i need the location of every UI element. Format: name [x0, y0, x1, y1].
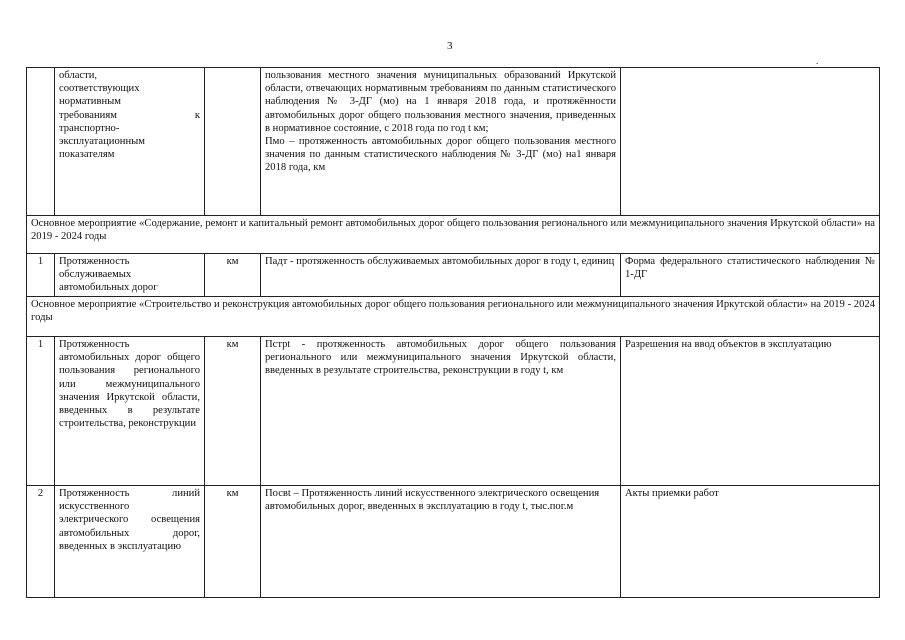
name-line: области, — [59, 70, 98, 81]
cell-indicator-name: Протяженность обслуживаемых автомобильных дорог — [55, 254, 205, 297]
table-row — [27, 254, 880, 297]
cell-num: 1 — [27, 337, 55, 486]
cell-num: 2 — [27, 486, 55, 598]
section-heading-row — [27, 297, 880, 337]
cell-formula: Пстрt - протяженность автомобильных дорог общего пользования регионального или межмуниципального значения Иркутской области, введенных в результате строительства, реконструкции в году t, км — [261, 337, 621, 486]
name-line: требованиям к — [59, 109, 200, 121]
cell-formula: Падт - протяженность обслуживаемых автомобильных дорог в году t, единиц — [261, 254, 621, 297]
name-line: эксплуатационным — [59, 136, 145, 148]
table-row — [27, 486, 880, 598]
cell-indicator-name: Протяженность линий искусственного электрического освещения автомобильных дорог, введенных в эксплуатацию — [55, 486, 205, 598]
cell-num — [27, 68, 55, 216]
table-row-continuation — [27, 68, 880, 216]
cell-source: Форма федерального статистического наблюдения № 1-ДГ — [621, 254, 880, 297]
section-heading-row — [27, 216, 880, 254]
corner-mark: . — [816, 56, 819, 66]
name-line: нормативным — [59, 96, 121, 108]
name-line: соответствующих — [59, 83, 140, 95]
page-number: 3 — [447, 40, 453, 52]
section-heading: Основное мероприятие «Содержание, ремонт и капитальный ремонт автомобильных дорог общего пользования регионального или межмуниципального значения Иркутской области» на 2019 - 2024 годы — [27, 216, 880, 254]
cell-indicator-name: Протяженность автомобильных дорог общего пользования регионального или межмуниципального значения Иркутской области, введенных в результате строительства, реконструкции — [55, 337, 205, 486]
cell-indicator-name — [55, 68, 205, 216]
formula-text-2: Пмо – протяженность автомобильных дорог общего пользования местного значения по данным статистического наблюдения № 3-ДГ (мо) на1 января 2018 года, км — [265, 136, 616, 174]
cell-unit: км — [205, 254, 261, 297]
cell-source: Акты приемки работ — [621, 486, 880, 598]
cell-source: Разрешения на ввод объектов в эксплуатацию — [621, 337, 880, 486]
name-line: показателям — [59, 149, 115, 161]
formula-text: пользования местного значения муниципальных образований Иркутской области, отвечающих нормативным требованиям по данным статистического наблюдения № 3-ДГ (мо) на 1 января 2018 года, и протяжённости автомобильных дорог общего пользования местного значения, приведенных в нормативное состояние, с 2018 года по год t км; — [265, 70, 616, 134]
cell-unit: км — [205, 337, 261, 486]
cell-num: 1 — [27, 254, 55, 297]
cell-source — [621, 68, 880, 216]
section-heading: Основное мероприятие «Строительство и реконструкция автомобильных дорог общего пользования регионального или межмуниципального значения Иркутской области» на 2019 - 2024 годы — [27, 297, 880, 337]
cell-formula: Посвt – Протяженность линий искусственного электрического освещения автомобильных дорог, введенных в эксплуатацию в году t, тыс.пог.м — [261, 486, 621, 598]
cell-formula — [261, 68, 621, 216]
indicators-table — [26, 67, 880, 598]
name-line: транспортно- — [59, 122, 120, 134]
cell-unit — [205, 68, 261, 216]
cell-unit: км — [205, 486, 261, 598]
table-row — [27, 337, 880, 486]
